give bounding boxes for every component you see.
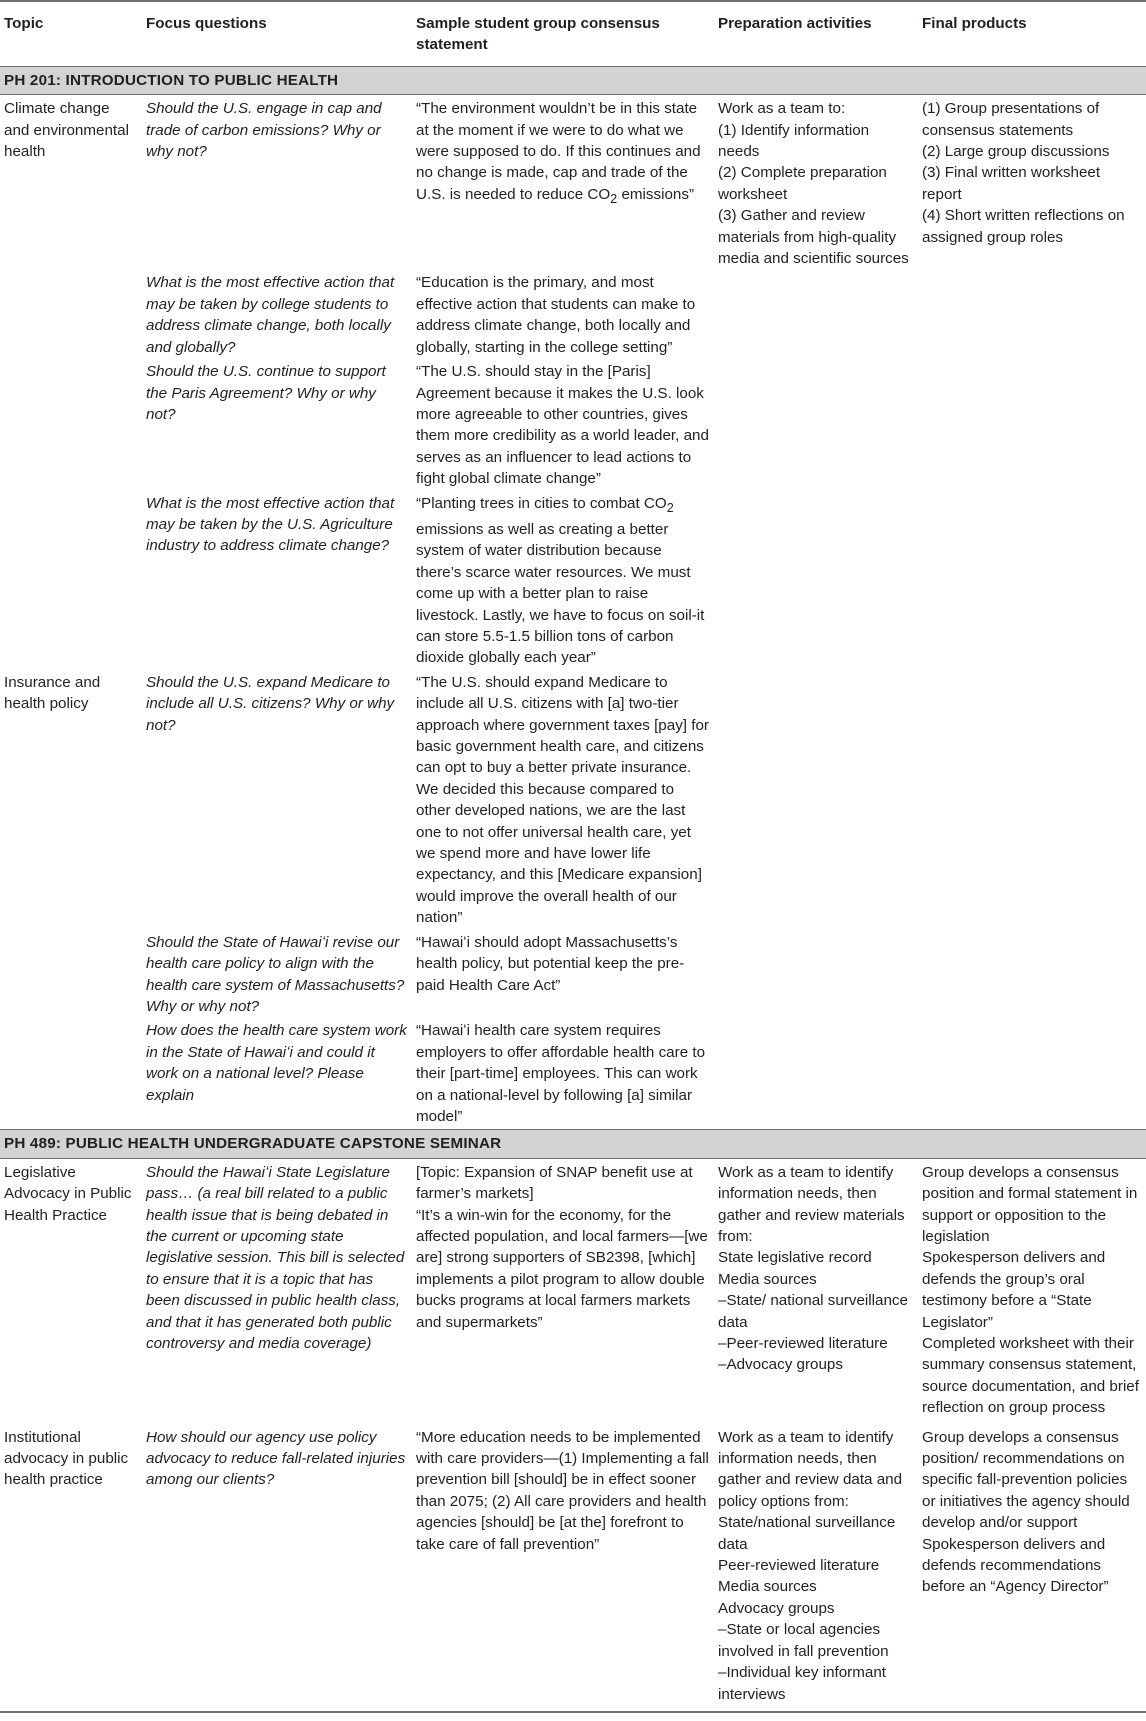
final-products-cell <box>918 1421 1146 1712</box>
section-row-ph489 <box>0 1130 1146 1158</box>
final-products-cell <box>918 360 1146 491</box>
preparation-cell <box>714 360 918 491</box>
prep-line: Media sources <box>718 1578 817 1596</box>
product-line: (2) Large group discussions <box>922 143 1110 161</box>
preparation-cell <box>714 1421 918 1712</box>
prep-line: (2) Complete preparation worksheet <box>718 164 887 203</box>
topic-cell <box>0 360 142 491</box>
focus-question-cell: Should the Hawaiʻi State Legislature pass… (a real bill related to a public health issue that is being debated in the current or upcoming state legislative session. This bill is selected to ensure that it is a topic that has been discussed in public health class, and that it has generated both public controversy and media coverage) <box>146 1163 405 1352</box>
product-line: (4) Short written reflections on assigned group roles <box>922 207 1125 246</box>
table-row <box>0 95 1146 272</box>
prep-line: –Advocacy groups <box>718 1356 843 1374</box>
consensus-statement-cell: “Hawaiʻi should adopt Massachusetts’s health policy, but potential keep the pre-paid Health Care Act” <box>416 933 685 994</box>
topic-cell <box>0 492 142 671</box>
table-row <box>0 1019 1146 1130</box>
statement-subscript: 2 <box>666 500 674 515</box>
statement-line: [Topic: Expansion of SNAP benefit use at farmer’s markets] <box>416 1163 693 1203</box>
consensus-statement-cell <box>412 95 714 272</box>
prep-line: –State/ national surveillance data <box>718 1292 908 1331</box>
focus-question-cell: Should the State of Hawaiʻi revise our health care policy to align with the health care system of Massachusetts? Why or why not? <box>146 933 405 1015</box>
focus-question-cell: What is the most effective action that may be taken by college students to address climate change, both locally and globally? <box>146 274 395 356</box>
prep-line: Work as a team to identify information needs, then gather and review materials from: <box>718 1163 905 1245</box>
focus-question-cell: Should the U.S. engage in cap and trade of carbon emissions? Why or why not? <box>146 100 382 161</box>
table-row <box>0 360 1146 491</box>
focus-question-cell: What is the most effective action that may be taken by the U.S. Agriculture industry to address climate change? <box>146 494 395 555</box>
topic-cell <box>0 1019 142 1130</box>
product-line: Group develops a consensus position/ recommendations on specific fall-prevention policies or initiatives the agency should develop and/or support <box>922 1428 1130 1532</box>
prep-line: –Peer-reviewed literature <box>718 1335 888 1352</box>
statement-subscript: 2 <box>610 191 618 206</box>
preparation-cell <box>714 1019 918 1130</box>
product-line: (3) Final written worksheet report <box>922 164 1101 203</box>
header-row <box>0 1 1146 66</box>
prep-line: (3) Gather and review materials from high-quality media and scientific sources <box>718 207 909 268</box>
product-line: Group develops a consensus position and formal statement in support or opposition to the legislation <box>922 1163 1138 1245</box>
table-row <box>0 271 1146 360</box>
product-line: Completed worksheet with their summary consensus statement, source documentation, and brief reflection on group process <box>922 1335 1139 1417</box>
table-row <box>0 671 1146 931</box>
consensus-statement-cell: “Education is the primary, and most effective action that students can make to address climate change, both locally and globally, starting in the college setting” <box>416 274 696 356</box>
prep-line: State/national surveillance data <box>718 1514 896 1553</box>
product-line: Spokesperson delivers and defends recommendations before an “Agency Director” <box>922 1535 1109 1596</box>
table-row <box>0 492 1146 671</box>
consensus-statement-cell: “Hawaiʻi health care system requires employers to offer affordable health care to their [part-time] employees. This can work on a national-level by following [a] similar model” <box>416 1022 706 1125</box>
header-preparation-activities: Preparation activities <box>714 1 918 66</box>
final-products-cell <box>918 492 1146 671</box>
preparation-cell <box>714 95 918 272</box>
topic-cell: Legislative Advocacy in Public Health Practice <box>4 1163 132 1224</box>
prep-line: Work as a team to identify information needs, then gather and review data and policy options from: <box>718 1428 903 1510</box>
statement-text-end: emissions” <box>617 185 695 203</box>
final-products-cell <box>918 671 1146 931</box>
table-row <box>0 1421 1146 1712</box>
statement-line: “It’s a win-win for the economy, for the affected population, and local farmers—[we are] strong supporters of SB2398, [which] implements a pilot program to allow double bucks programs at local farmers markets and supermarkets” <box>416 1206 708 1331</box>
consensus-statement-cell <box>412 1421 714 1712</box>
prep-line: Media sources <box>718 1270 817 1288</box>
header-focus-questions: Focus questions <box>142 1 412 66</box>
topic-cell: Climate change and environmental health <box>4 100 129 161</box>
consensus-statement-cell: “The U.S. should stay in the [Paris] Agreement because it makes the U.S. look more agreeable to other countries, gives them more credibility as a world leader, and serves as an influencer to lead actions to fight global climate change” <box>416 363 709 488</box>
prep-line: Advocacy groups <box>718 1599 835 1617</box>
topic-cell: Institutional advocacy in public health practice <box>0 1421 142 1712</box>
preparation-cell <box>714 671 918 931</box>
preparation-cell <box>714 271 918 360</box>
consensus-statement-cell: “The U.S. should expand Medicare to include all U.S. citizens with [a] two-tier approach where government taxes [pay] for basic government health care, and citizens can opt to buy a better private insurance. We decided this because compared to other developed nations, we are the last one to not offer universal health care, yet we spend more and have lower life expectancy, and this [Medicare expansion] would improve the overall health of our nation” <box>416 673 709 927</box>
consensus-statement-cell <box>412 492 714 671</box>
table-row <box>0 1158 1146 1420</box>
final-products-cell <box>918 1019 1146 1130</box>
focus-question-cell: How does the health care system work in the State of Hawaiʻi and could it work on a national level? Please explain <box>146 1022 407 1104</box>
prep-line: –State or local agencies involved in fall prevention <box>718 1621 889 1660</box>
statement-text-end: emissions as well as creating a better system of water distribution because there’s scarce water resources. We must come up with a better plan to raise livestock. Lastly, we have to focus on soil-it can store 5.5-1.5 billion tons of carbon dioxide globally each year” <box>416 520 705 667</box>
final-products-cell <box>918 931 1146 1020</box>
header-topic: Topic <box>0 1 142 66</box>
topic-cell: Insurance and health policy <box>4 673 101 713</box>
preparation-cell <box>714 931 918 1020</box>
final-products-cell <box>918 1158 1146 1420</box>
topic-cell <box>0 271 142 360</box>
prep-line: Work as a team to: <box>718 100 846 118</box>
product-line: (1) Group presentations of consensus statements <box>922 100 1100 139</box>
prep-line: –Individual key informant interviews <box>718 1664 886 1703</box>
preparation-cell <box>714 1158 918 1420</box>
final-products-cell <box>918 95 1146 272</box>
focus-question-cell: Should the U.S. continue to support the Paris Agreement? Why or why not? <box>146 363 386 423</box>
topic-cell <box>0 931 142 1020</box>
section-title: PH 201: INTRODUCTION TO PUBLIC HEALTH <box>0 66 1146 94</box>
statement-text: “Planting trees in cities to combat CO <box>416 494 667 512</box>
header-consensus-statement: Sample student group consensus statement <box>412 1 714 66</box>
prep-line: (1) Identify information needs <box>718 121 870 161</box>
header-final-products: Final products <box>918 1 1146 66</box>
focus-question-cell: Should the U.S. expand Medicare to include all U.S. citizens? Why or why not? <box>146 673 395 734</box>
final-products-cell <box>918 271 1146 360</box>
prep-line: Peer-reviewed literature <box>718 1557 880 1575</box>
product-line: Spokesperson delivers and defends the group’s oral testimony before a “State Legislator” <box>922 1249 1106 1331</box>
statement-line: “More education needs to be implemented with care providers—(1) Implementing a fall prevention bill [should] be in effect sooner than 2075; (2) All care providers and health agencies [should] be [at the] forefront to take care of fall prevention” <box>416 1428 709 1553</box>
statement-text: “The environment wouldn’t be in this state at the moment if we were to do what we were supposed to do. If this continues and no change is made, cap and trade of the U.S. is needed to reduce CO <box>416 100 701 203</box>
prep-line: State legislative record <box>718 1249 872 1267</box>
preparation-cell <box>714 492 918 671</box>
focus-question-cell: How should our agency use policy advocacy to reduce fall-related injuries among our clients? <box>142 1421 412 1712</box>
section-row-ph201 <box>0 66 1146 94</box>
consensus-statement-cell <box>412 1158 714 1420</box>
section-title: PH 489: PUBLIC HEALTH UNDERGRADUATE CAPSTONE SEMINAR <box>0 1130 1146 1158</box>
table-row <box>0 931 1146 1020</box>
